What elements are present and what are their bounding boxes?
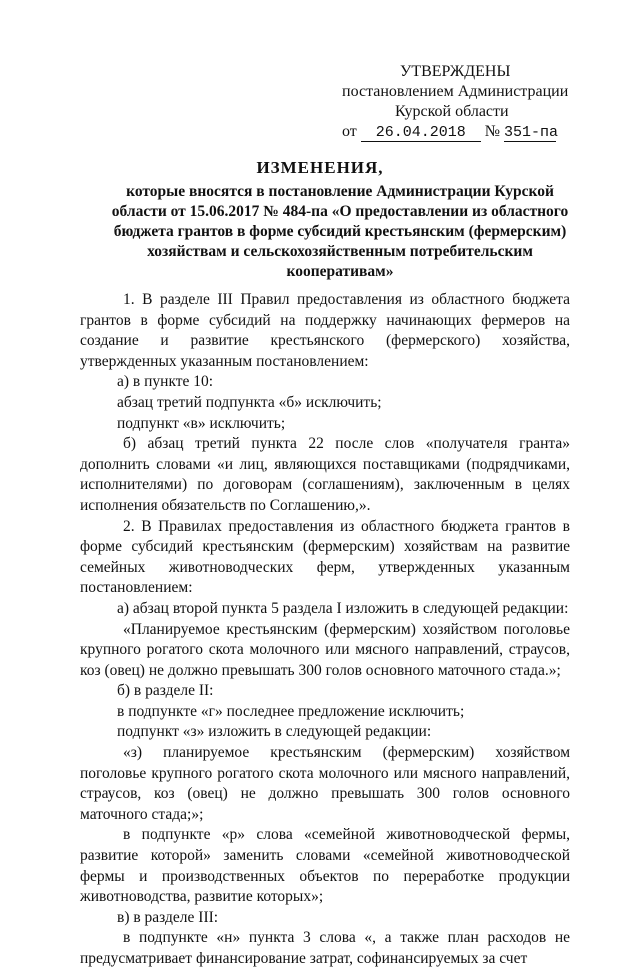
paragraph: в подпункте «г» последнее предложение исключить; [117, 702, 465, 720]
paragraph: подпункт «в» исключить; [117, 414, 286, 432]
paragraph: подпункт «з» изложить в следующей редакции: [117, 723, 432, 741]
document-body [80, 290, 570, 970]
document-subtitle: которые вносятся в постановление Администрации Курской области от 15.06.2017 № 484-па «О предоставлении из областного бюджета грантов в форме субсидий крестьянским (фермерским) хозяйствам и сельскохозяйственным потребительским кооперативам» [111, 183, 569, 280]
approval-date-number [300, 122, 600, 142]
approval-region: Курской области [395, 103, 509, 120]
approval-date: 26.04.2018 [361, 125, 481, 142]
paragraph: 1. В разделе III Правил предоставления из областного бюджета грантов в форме субсидий на поддержку начинающих фермеров на создание и развитие крестьянского (фермерского) хозяйства, утвержденных указанным постановлением: [80, 291, 570, 370]
number-prefix: № [484, 123, 501, 140]
document-title: ИЗМЕНЕНИЯ, [256, 158, 384, 177]
paragraph: а) в пункте 10: [117, 373, 214, 391]
paragraph: «Планируемое крестьянским (фермерским) хозяйством поголовье крупного рогатого скота молочного или мясного направлений, страусов, коз (овец) не должно превышать 300 голов основного маточного стада.»; [80, 620, 570, 679]
paragraph: абзац третий подпункта «б» исключить; [117, 393, 382, 411]
approval-stamp [300, 62, 600, 142]
paragraph: «з) планируемое крестьянским (фермерским) хозяйством поголовье крупного рогатого скота молочного или мясного направлений, страусов, коз (овец) не должно превышать 300 голов основного маточного стада;»; [80, 744, 570, 823]
approval-heading: УТВЕРЖДЕНЫ [400, 63, 511, 80]
date-prefix: от [342, 123, 357, 140]
paragraph: б) в разделе II: [117, 682, 214, 700]
paragraph: в подпункте «н» пункта 3 слова «, а также план расходов не предусматривает финансирование затрат, софинансируемых за счет [80, 929, 570, 967]
paragraph: б) абзац третий пункта 22 после слов «получателя гранта» дополнить словами «и лиц, являющихся поставщиками (подрядчиками, исполнителями) по договорам (соглашениям), заключенным в целях исполнения обязательств по Соглашению,». [80, 435, 570, 514]
paragraph: в подпункте «р» слова «семейной животноводческой фермы, развитие которой» заменить словами «семейной животноводческой фермы и производственных объектов по переработке продукции животноводства, развитие которых»; [80, 826, 570, 906]
approval-authority: постановлением Администрации [342, 83, 569, 100]
paragraph: 2. В Правилах предоставления из областного бюджета грантов в форме субсидий крестьянским (фермерским) хозяйствам на развитие семейных животноводческих ферм, утвержденных указанным постановлением: [80, 517, 570, 597]
approval-number: 351-па [504, 124, 559, 141]
paragraph: в) в разделе III: [117, 908, 219, 926]
paragraph: а) абзац второй пункта 5 раздела I изложить в следующей редакции: [117, 599, 569, 617]
